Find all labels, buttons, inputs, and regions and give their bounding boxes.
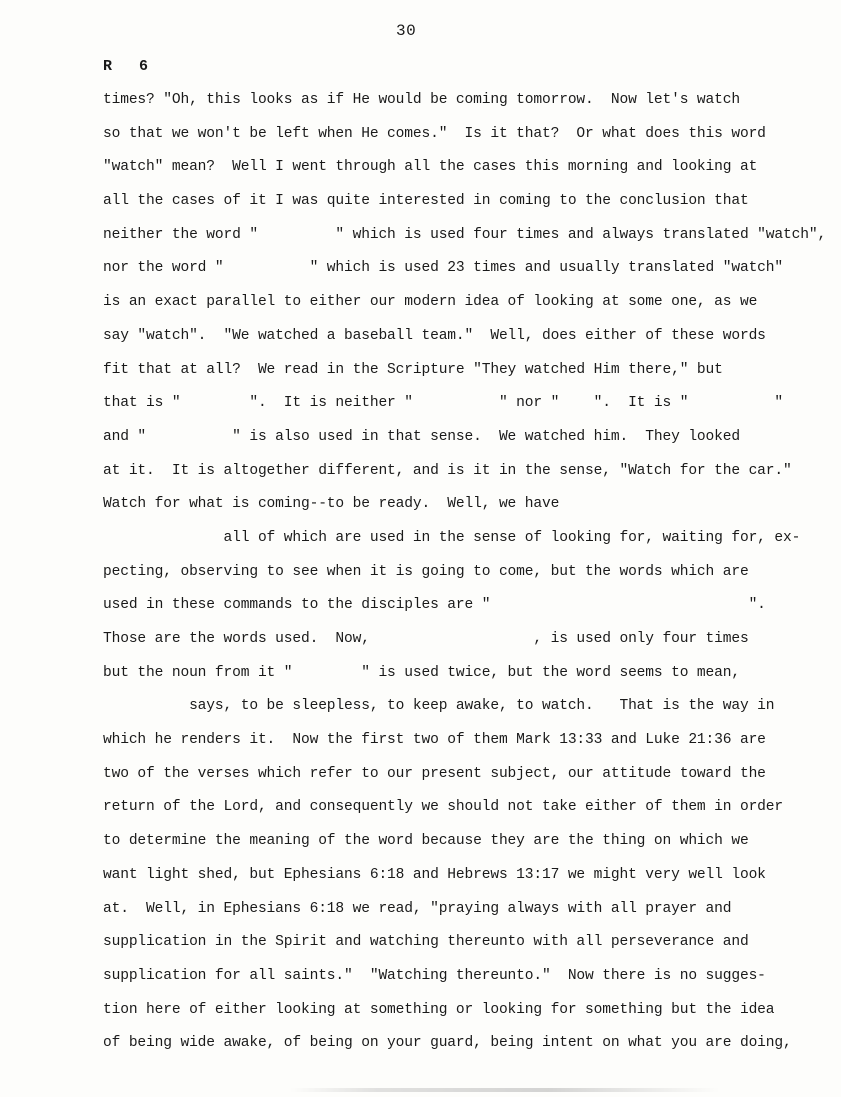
text-line: "watch" mean? Well I went through all the cases this morning and looking at (103, 159, 758, 176)
section-reference: R 6 (103, 58, 149, 75)
text-line: tion here of either looking at something or looking for something but the idea (103, 1001, 775, 1018)
scan-smudge (290, 1088, 720, 1092)
text-line: at. Well, in Ephesians 6:18 we read, "praying always with all prayer and (103, 900, 732, 917)
text-line: but the noun from it " " is used twice, but the word seems to mean, (103, 664, 740, 681)
text-line: nor the word " " which is used 23 times and usually translated "watch" (103, 260, 784, 277)
text-line: says, to be sleepless, to keep awake, to watch. That is the way in (103, 698, 775, 715)
text-line: fit that at all? We read in the Scripture "They watched Him there," but (103, 361, 723, 378)
text-line: times? "Oh, this looks as if He would be coming tomorrow. Now let's watch (103, 92, 740, 108)
body-text (103, 88, 827, 1065)
text-line: and " " is also used in that sense. We watched him. They looked (103, 428, 740, 445)
text-line: is an exact parallel to either our modern idea of looking at some one, as we (103, 294, 758, 311)
text-line: at it. It is altogether different, and is it in the sense, "Watch for the car." (103, 462, 792, 479)
text-line: so that we won't be left when He comes." Is it that? Or what does this word (103, 125, 766, 142)
text-line: want light shed, but Ephesians 6:18 and Hebrews 13:17 we might very well look (103, 866, 766, 883)
text-line: return of the Lord, and consequently we should not take either of them in order (103, 799, 784, 816)
text-line: supplication in the Spirit and watching thereunto with all perseverance and (103, 934, 749, 951)
text-line: that is " ". It is neither " " nor " ". It is " " (103, 395, 784, 412)
text-line: Those are the words used. Now, , is used only four times (103, 631, 749, 647)
text-line: used in these commands to the disciples are " ". (103, 597, 766, 614)
text-line: pecting, observing to see when it is going to come, but the words which are (103, 563, 749, 580)
text-line: to determine the meaning of the word because they are the thing on which we (103, 833, 749, 850)
page-number: 30 (396, 22, 417, 40)
text-line: Watch for what is coming--to be ready. Well, we have (103, 496, 560, 513)
text-line: all the cases of it I was quite interested in coming to the conclusion that (103, 193, 749, 210)
text-line: say "watch". "We watched a baseball team." Well, does either of these words (103, 327, 766, 344)
text-line: supplication for all saints." "Watching thereunto." Now there is no sugges- (103, 967, 766, 984)
text-line: which he renders it. Now the first two of them Mark 13:33 and Luke 21:36 are (103, 732, 766, 749)
text-line: of being wide awake, of being on your guard, being intent on what you are doing, (103, 1035, 792, 1052)
text-line: two of the verses which refer to our present subject, our attitude toward the (103, 765, 766, 782)
text-line: all of which are used in the sense of looking for, waiting for, ex- (103, 529, 801, 546)
text-line: neither the word " " which is used four times and always translated "watch", (103, 226, 827, 243)
